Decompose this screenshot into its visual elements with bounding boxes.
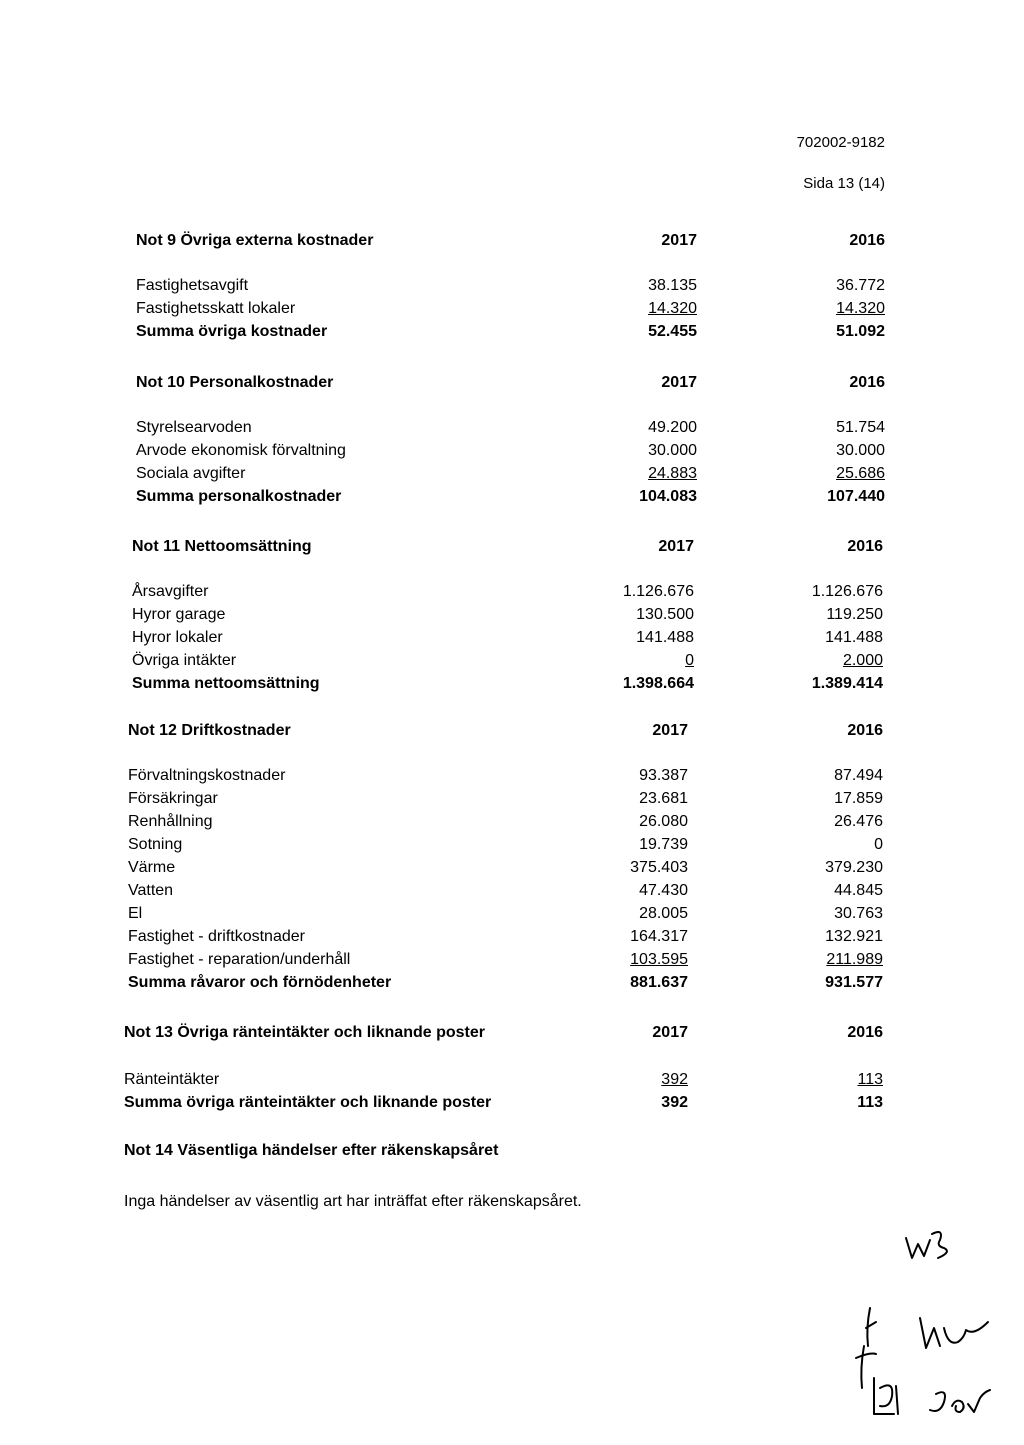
value-2016: 17.859 bbox=[834, 790, 883, 807]
value-2016: 51.754 bbox=[836, 419, 885, 436]
note-12-header bbox=[0, 722, 1024, 746]
year-2017-header: 2017 bbox=[652, 722, 688, 739]
handwritten-initials bbox=[840, 1218, 1020, 1428]
table-row bbox=[0, 419, 1024, 442]
note-12-section bbox=[0, 722, 1024, 997]
note-10-header bbox=[0, 374, 1024, 398]
note-13-header bbox=[0, 1024, 1024, 1048]
year-2017-header: 2017 bbox=[661, 374, 697, 391]
table-row bbox=[0, 951, 1024, 974]
table-row bbox=[0, 652, 1024, 675]
value-2017: 1.398.664 bbox=[622, 675, 694, 692]
value-2017: 24.883 bbox=[648, 465, 697, 482]
value-2016: 113 bbox=[857, 1094, 883, 1111]
row-label: Summa personalkostnader bbox=[136, 488, 342, 505]
value-2017: 49.200 bbox=[648, 419, 697, 436]
note-13-title: Not 13 Övriga ränteintäkter och liknande poster bbox=[124, 1024, 485, 1041]
value-2016: 141.488 bbox=[825, 629, 883, 646]
table-row bbox=[0, 442, 1024, 465]
value-2017: 26.080 bbox=[639, 813, 688, 830]
value-2016: 36.772 bbox=[836, 277, 885, 294]
row-label: Fastighet - driftkostnader bbox=[128, 928, 305, 945]
value-2016: 2.000 bbox=[842, 652, 883, 669]
note-14-title: Not 14 Väsentliga händelser efter räkenskapsåret bbox=[124, 1142, 499, 1159]
value-2016: 44.845 bbox=[834, 882, 883, 899]
row-label: Försäkringar bbox=[128, 790, 218, 807]
row-label: Sotning bbox=[128, 836, 183, 853]
table-row bbox=[0, 882, 1024, 905]
value-2016: 30.763 bbox=[834, 905, 883, 922]
row-label: Ränteintäkter bbox=[124, 1071, 220, 1088]
value-2017: 14.320 bbox=[648, 300, 697, 317]
value-2017: 104.083 bbox=[639, 488, 697, 505]
year-2016-header: 2016 bbox=[847, 1024, 883, 1041]
note-9-section bbox=[0, 232, 1024, 346]
table-row bbox=[0, 300, 1024, 323]
note-10-section bbox=[0, 374, 1024, 511]
row-label: Summa råvaror och förnödenheter bbox=[128, 974, 392, 991]
table-row bbox=[0, 277, 1024, 300]
value-2016: 26.476 bbox=[834, 813, 883, 830]
value-2016: 87.494 bbox=[834, 767, 883, 784]
table-row bbox=[0, 905, 1024, 928]
table-row bbox=[0, 813, 1024, 836]
row-label: El bbox=[128, 905, 143, 922]
table-row bbox=[0, 606, 1024, 629]
year-2017-header: 2017 bbox=[658, 538, 694, 555]
org-number: 702002-9182 bbox=[796, 134, 885, 151]
value-2016: 107.440 bbox=[827, 488, 885, 505]
note-11-section bbox=[0, 538, 1024, 698]
note-11-title: Not 11 Nettoomsättning bbox=[132, 538, 312, 555]
total-row bbox=[0, 974, 1024, 997]
year-2016-header: 2016 bbox=[847, 722, 883, 739]
value-2017: 392 bbox=[661, 1094, 688, 1111]
table-row bbox=[0, 629, 1024, 652]
value-2017: 392 bbox=[661, 1071, 688, 1088]
year-2017-header: 2017 bbox=[661, 232, 697, 249]
value-2017: 28.005 bbox=[639, 905, 688, 922]
value-2016: 1.126.676 bbox=[811, 583, 883, 600]
row-label: Sociala avgifter bbox=[136, 465, 246, 482]
row-label: Styrelsearvoden bbox=[136, 419, 252, 436]
total-row bbox=[0, 1094, 1024, 1117]
value-2017: 19.739 bbox=[639, 836, 688, 853]
value-2017: 38.135 bbox=[648, 277, 697, 294]
note-13-section bbox=[0, 1024, 1024, 1117]
note-12-title: Not 12 Driftkostnader bbox=[128, 722, 291, 739]
value-2016: 379.230 bbox=[825, 859, 883, 876]
value-2017: 881.637 bbox=[630, 974, 688, 991]
value-2016: 51.092 bbox=[836, 323, 885, 340]
row-label: Summa nettoomsättning bbox=[132, 675, 320, 692]
total-row bbox=[0, 323, 1024, 346]
row-label: Renhållning bbox=[128, 813, 213, 830]
value-2017: 23.681 bbox=[639, 790, 688, 807]
note-9-header bbox=[0, 232, 1024, 256]
value-2017: 93.387 bbox=[639, 767, 688, 784]
value-2017: 1.126.676 bbox=[622, 583, 694, 600]
row-label: Arvode ekonomisk förvaltning bbox=[136, 442, 346, 459]
table-row bbox=[0, 836, 1024, 859]
note-11-header bbox=[0, 538, 1024, 562]
table-row bbox=[0, 1071, 1024, 1094]
value-2016: 931.577 bbox=[825, 974, 883, 991]
value-2016: 25.686 bbox=[836, 465, 885, 482]
row-label: Hyror garage bbox=[132, 606, 226, 623]
row-label: Summa övriga ränteintäkter och liknande poster bbox=[124, 1094, 492, 1111]
value-2017: 164.317 bbox=[630, 928, 688, 945]
row-label: Värme bbox=[128, 859, 176, 876]
value-2017: 103.595 bbox=[630, 951, 688, 968]
value-2016: 119.250 bbox=[826, 606, 883, 623]
row-label: Hyror lokaler bbox=[132, 629, 223, 646]
value-2016: 1.389.414 bbox=[811, 675, 883, 692]
total-row bbox=[0, 675, 1024, 698]
value-2016: 132.921 bbox=[825, 928, 883, 945]
table-row bbox=[0, 859, 1024, 882]
value-2017: 141.488 bbox=[636, 629, 694, 646]
value-2016: 14.320 bbox=[836, 300, 885, 317]
value-2017: 52.455 bbox=[648, 323, 697, 340]
table-row bbox=[0, 465, 1024, 488]
note-10-title: Not 10 Personalkostnader bbox=[136, 374, 334, 391]
page-number: Sida 13 (14) bbox=[803, 175, 885, 192]
row-label: Vatten bbox=[128, 882, 174, 899]
row-label: Övriga intäkter bbox=[132, 652, 237, 669]
table-row bbox=[0, 767, 1024, 790]
value-2017: 47.430 bbox=[639, 882, 688, 899]
year-2016-header: 2016 bbox=[849, 374, 885, 391]
table-row bbox=[0, 928, 1024, 951]
value-2016: 211.989 bbox=[826, 951, 883, 968]
row-label: Fastighetsavgift bbox=[136, 277, 249, 294]
row-label: Summa övriga kostnader bbox=[136, 323, 328, 340]
year-2017-header: 2017 bbox=[652, 1024, 688, 1041]
row-label: Årsavgifter bbox=[132, 583, 209, 600]
year-2016-header: 2016 bbox=[849, 232, 885, 249]
value-2016: 30.000 bbox=[836, 442, 885, 459]
value-2017: 130.500 bbox=[636, 606, 694, 623]
row-label: Förvaltningskostnader bbox=[128, 767, 286, 784]
value-2017: 375.403 bbox=[630, 859, 688, 876]
value-2016: 113 bbox=[857, 1071, 883, 1088]
row-label: Fastighetsskatt lokaler bbox=[136, 300, 296, 317]
note-9-title: Not 9 Övriga externa kostnader bbox=[136, 232, 374, 249]
note-14-text: Inga händelser av väsentlig art har inträffat efter räkenskapsåret. bbox=[124, 1193, 582, 1210]
total-row bbox=[0, 488, 1024, 511]
table-row bbox=[0, 790, 1024, 813]
table-row bbox=[0, 583, 1024, 606]
year-2016-header: 2016 bbox=[847, 538, 883, 555]
value-2016: 0 bbox=[874, 836, 883, 853]
value-2017: 30.000 bbox=[648, 442, 697, 459]
value-2017: 0 bbox=[685, 652, 694, 669]
row-label: Fastighet - reparation/underhåll bbox=[128, 951, 351, 968]
